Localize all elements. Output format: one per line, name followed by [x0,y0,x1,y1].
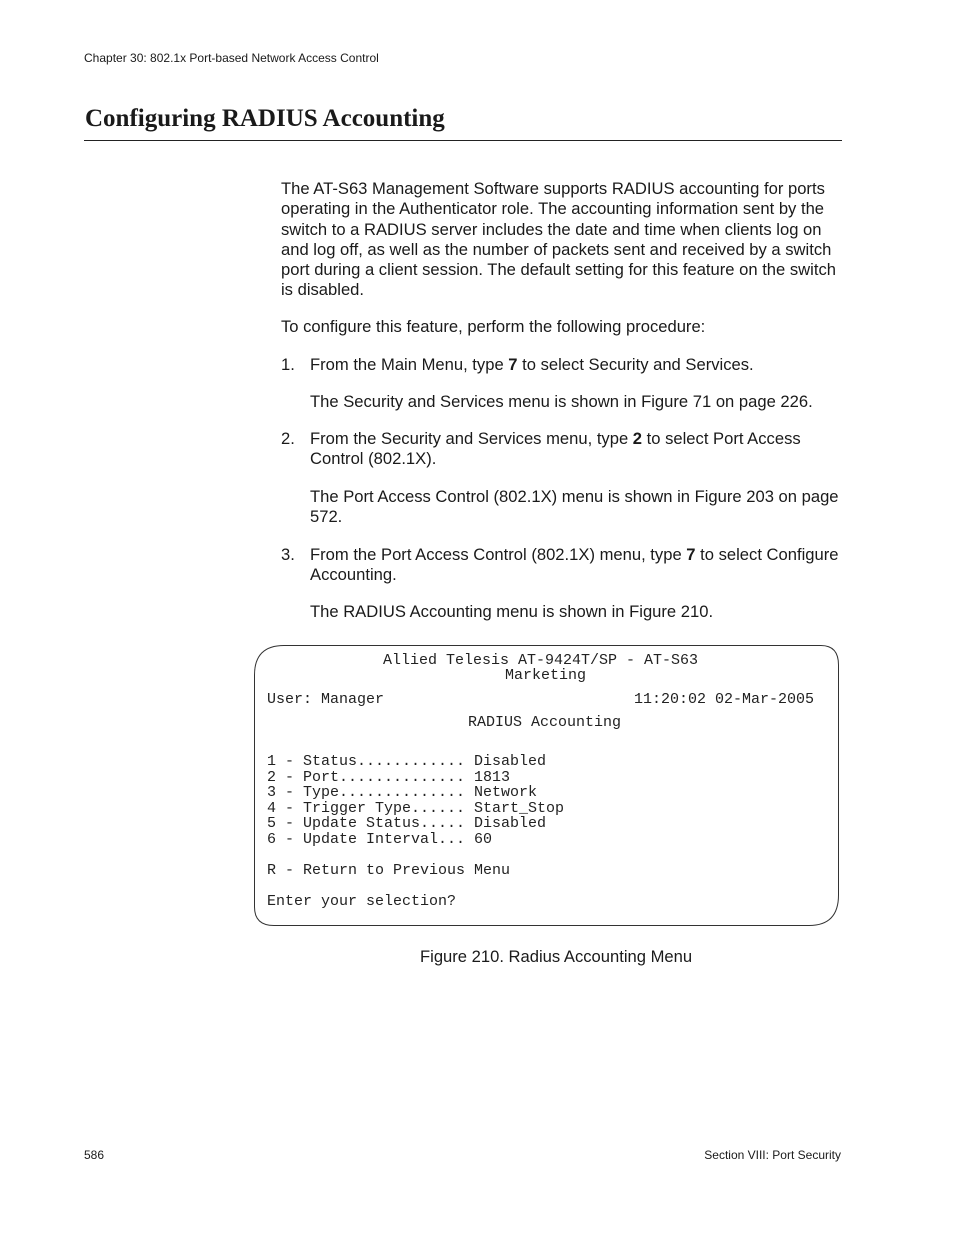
page-number: 586 [84,1148,105,1162]
terminal-screen [254,645,839,926]
step-number: 3. [281,545,295,564]
menu-item-return[interactable]: R - Return to Previous Menu [267,862,511,879]
intro-paragraph: The AT-S63 Management Software supports RADIUS accounting for ports operating in the Authenticator role. The accounting information sent by the switch to a RADIUS server includes the date and time when clients log on and log off, as well as the number of packets sent and received by a switch port during a client session. The default setting for this feature on the switch is disabled. [281,179,836,300]
terminal-user: User: Manager [267,691,385,708]
step-1-note: The Security and Services menu is shown in Figure 71 on page 226. [310,392,813,411]
terminal-datetime: 11:20:02 02-Mar-2005 [634,691,815,708]
menu-key: 7 [686,545,696,564]
terminal-menu-title: RADIUS Accounting [468,714,622,731]
step-number: 2. [281,429,295,448]
figure-caption: Figure 210. Radius Accounting Menu [420,947,693,966]
menu-item-update-interval[interactable]: 6 - Update Interval... 60 [267,831,493,848]
section-footer: Section VIII: Port Security [704,1148,841,1162]
menu-item-status[interactable]: 1 - Status............ Disabled [267,753,547,770]
step-text: From the Main Menu, type 7 to select Security and Services. [310,355,754,374]
terminal-prompt[interactable]: Enter your selection? [267,893,457,910]
menu-item-update-status[interactable]: 5 - Update Status..... Disabled [267,815,547,832]
menu-key: 2 [632,429,643,448]
terminal-header-line2: Marketing [505,667,587,684]
menu-key: 7 [508,355,518,374]
step-3-note: The RADIUS Accounting menu is shown in Figure 210. [310,602,714,621]
step-text: From the Port Access Control (802.1X) menu, type 7 to select Configure Accounting. [310,545,839,585]
procedure-intro: To configure this feature, perform the following procedure: [281,317,706,336]
step-text: From the Security and Services menu, type 2 to select Port Access Control (802.1X). [310,429,801,469]
step-2-note: The Port Access Control (802.1X) menu is shown in Figure 203 on page 572. [310,487,839,527]
step-number: 1. [281,355,295,374]
running-header: Chapter 30: 802.1x Port-based Network Access Control [84,51,379,65]
section-title: Configuring RADIUS Accounting [85,105,445,132]
menu-item-type[interactable]: 3 - Type.............. Network [267,784,538,801]
menu-item-port[interactable]: 2 - Port.............. 1813 [267,769,511,786]
title-rule [84,140,842,141]
menu-item-trigger-type[interactable]: 4 - Trigger Type...... Start_Stop [267,800,565,817]
terminal-header-line1: Allied Telesis AT-9424T/SP - AT-S63 [383,652,699,669]
